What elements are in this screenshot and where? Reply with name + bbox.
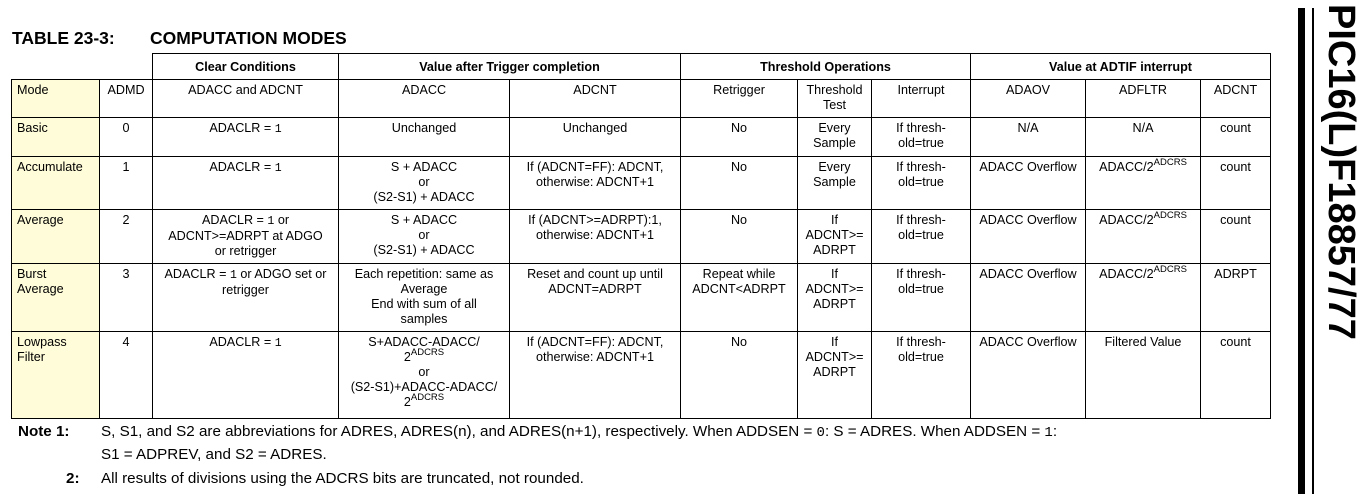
col-adcnt: ADCNT <box>510 80 681 118</box>
adacc-value: Each repetition: same as Average End with sum of all samples <box>339 264 510 332</box>
clear-condition: ADACLR = 1 <box>153 157 339 210</box>
col-adacc: ADACC <box>339 80 510 118</box>
device-name: PIC16(L)F18857/77 <box>1320 4 1362 340</box>
table-number: TABLE 23-3: <box>12 28 115 48</box>
side-rule-thin <box>1312 8 1314 494</box>
table-name: COMPUTATION MODES <box>150 28 347 48</box>
col-adaov: ADAOV <box>971 80 1086 118</box>
admd-value: 0 <box>100 118 153 157</box>
adcnt-interrupt-value: count <box>1201 157 1271 210</box>
blank-corner <box>12 54 153 80</box>
table-row <box>12 210 1271 264</box>
adcnt-value: If (ADCNT=FF): ADCNT, otherwise: ADCNT+1 <box>510 157 681 210</box>
adcnt-value: If (ADCNT>=ADRPT):1, otherwise: ADCNT+1 <box>510 210 681 264</box>
interrupt-value: If thresh- old=true <box>872 332 971 419</box>
admd-value: 1 <box>100 157 153 210</box>
table-title <box>12 28 347 49</box>
adfltr-value: N/A <box>1086 118 1201 157</box>
retrigger-value: No <box>681 118 798 157</box>
note-1 <box>18 421 1218 465</box>
admd-value: 4 <box>100 332 153 419</box>
table-row <box>12 332 1271 419</box>
adaov-value: ADACC Overflow <box>971 332 1086 419</box>
retrigger-value: No <box>681 157 798 210</box>
admd-value: 3 <box>100 264 153 332</box>
adcnt-value: If (ADCNT=FF): ADCNT, otherwise: ADCNT+1 <box>510 332 681 419</box>
interrupt-value: If thresh- old=true <box>872 118 971 157</box>
group-threshold-operations: Threshold Operations <box>681 54 971 80</box>
col-admd: ADMD <box>100 80 153 118</box>
clear-condition: ADACLR = 1 or ADGO set or retrigger <box>153 264 339 332</box>
retrigger-value: No <box>681 332 798 419</box>
note-1-text: S, S1, and S2 are abbreviations for ADRES, ADRES(n), and ADRES(n+1), respectively. When ADDSEN = 0: S = ADRES. When ADDSEN = 1: S1 = ADPREV, and S2 = ADRES. <box>101 423 1058 463</box>
mode-accumulate: Accumulate <box>12 157 100 210</box>
threshold-test-value: If ADCNT>= ADRPT <box>798 332 872 419</box>
adacc-value: S + ADACC or (S2-S1) + ADACC <box>339 210 510 264</box>
adfltr-value: Filtered Value <box>1086 332 1201 419</box>
adcnt-value: Unchanged <box>510 118 681 157</box>
mode-basic: Basic <box>12 118 100 157</box>
adaov-value: ADACC Overflow <box>971 264 1086 332</box>
mode-burst-average: Burst Average <box>12 264 100 332</box>
adaov-value: ADACC Overflow <box>971 210 1086 264</box>
clear-condition: ADACLR = 1 <box>153 118 339 157</box>
threshold-test-value: If ADCNT>= ADRPT <box>798 264 872 332</box>
col-clear: ADACC and ADCNT <box>153 80 339 118</box>
group-header-row <box>12 54 1271 80</box>
table-row <box>12 118 1271 157</box>
computation-modes-table <box>11 53 1271 419</box>
group-adtif-interrupt: Value at ADTIF interrupt <box>971 54 1271 80</box>
adcnt-interrupt-value: count <box>1201 332 1271 419</box>
note-2-text: All results of divisions using the ADCRS bits are truncated, not rounded. <box>101 470 584 487</box>
table-row <box>12 264 1271 332</box>
col-threshold-test: Threshold Test <box>798 80 872 118</box>
adacc-value: S + ADACC or (S2-S1) + ADACC <box>339 157 510 210</box>
adcnt-interrupt-value: count <box>1201 118 1271 157</box>
adaov-value: ADACC Overflow <box>971 157 1086 210</box>
interrupt-value: If thresh- old=true <box>872 210 971 264</box>
adcnt-interrupt-value: count <box>1201 210 1271 264</box>
clear-condition: ADACLR = 1 or ADCNT>=ADRPT at ADGO or retrigger <box>153 210 339 264</box>
side-title <box>1318 4 1364 374</box>
adfltr-value: ADACC/$2^{ADCRS}$ <box>1086 210 1201 264</box>
col-adcnt-interrupt: ADCNT <box>1201 80 1271 118</box>
adacc-value: S+ADACC-ADACC/ $2^{ADCRS}$ or (S2-S1)+ADACC-ADACC/ $2^{ADCRS}$ <box>339 332 510 419</box>
col-adfltr: ADFLTR <box>1086 80 1201 118</box>
table-row <box>12 157 1271 210</box>
admd-value: 2 <box>100 210 153 264</box>
column-header-row <box>12 80 1271 118</box>
group-trigger-completion: Value after Trigger completion <box>339 54 681 80</box>
mode-lowpass-filter: Lowpass Filter <box>12 332 100 419</box>
adcnt-interrupt-value: ADRPT <box>1201 264 1271 332</box>
adcnt-value: Reset and count up until ADCNT=ADRPT <box>510 264 681 332</box>
col-mode: Mode <box>12 80 100 118</box>
table-notes <box>18 421 1218 492</box>
col-interrupt: Interrupt <box>872 80 971 118</box>
retrigger-value: Repeat while ADCNT<ADRPT <box>681 264 798 332</box>
note-2 <box>18 468 1218 489</box>
note-2-label: 2: <box>66 470 80 487</box>
adaov-value: N/A <box>971 118 1086 157</box>
mode-average: Average <box>12 210 100 264</box>
side-rule-thick <box>1298 8 1305 494</box>
adacc-value: Unchanged <box>339 118 510 157</box>
threshold-test-value: Every Sample <box>798 118 872 157</box>
retrigger-value: No <box>681 210 798 264</box>
threshold-test-value: If ADCNT>= ADRPT <box>798 210 872 264</box>
group-clear-conditions: Clear Conditions <box>153 54 339 80</box>
col-retrigger: Retrigger <box>681 80 798 118</box>
adfltr-value: ADACC/$2^{ADCRS}$ <box>1086 157 1201 210</box>
clear-condition: ADACLR = 1 <box>153 332 339 419</box>
interrupt-value: If thresh- old=true <box>872 157 971 210</box>
note-1-label: Note 1: <box>18 423 70 440</box>
adfltr-value: ADACC/$2^{ADCRS}$ <box>1086 264 1201 332</box>
threshold-test-value: Every Sample <box>798 157 872 210</box>
interrupt-value: If thresh- old=true <box>872 264 971 332</box>
